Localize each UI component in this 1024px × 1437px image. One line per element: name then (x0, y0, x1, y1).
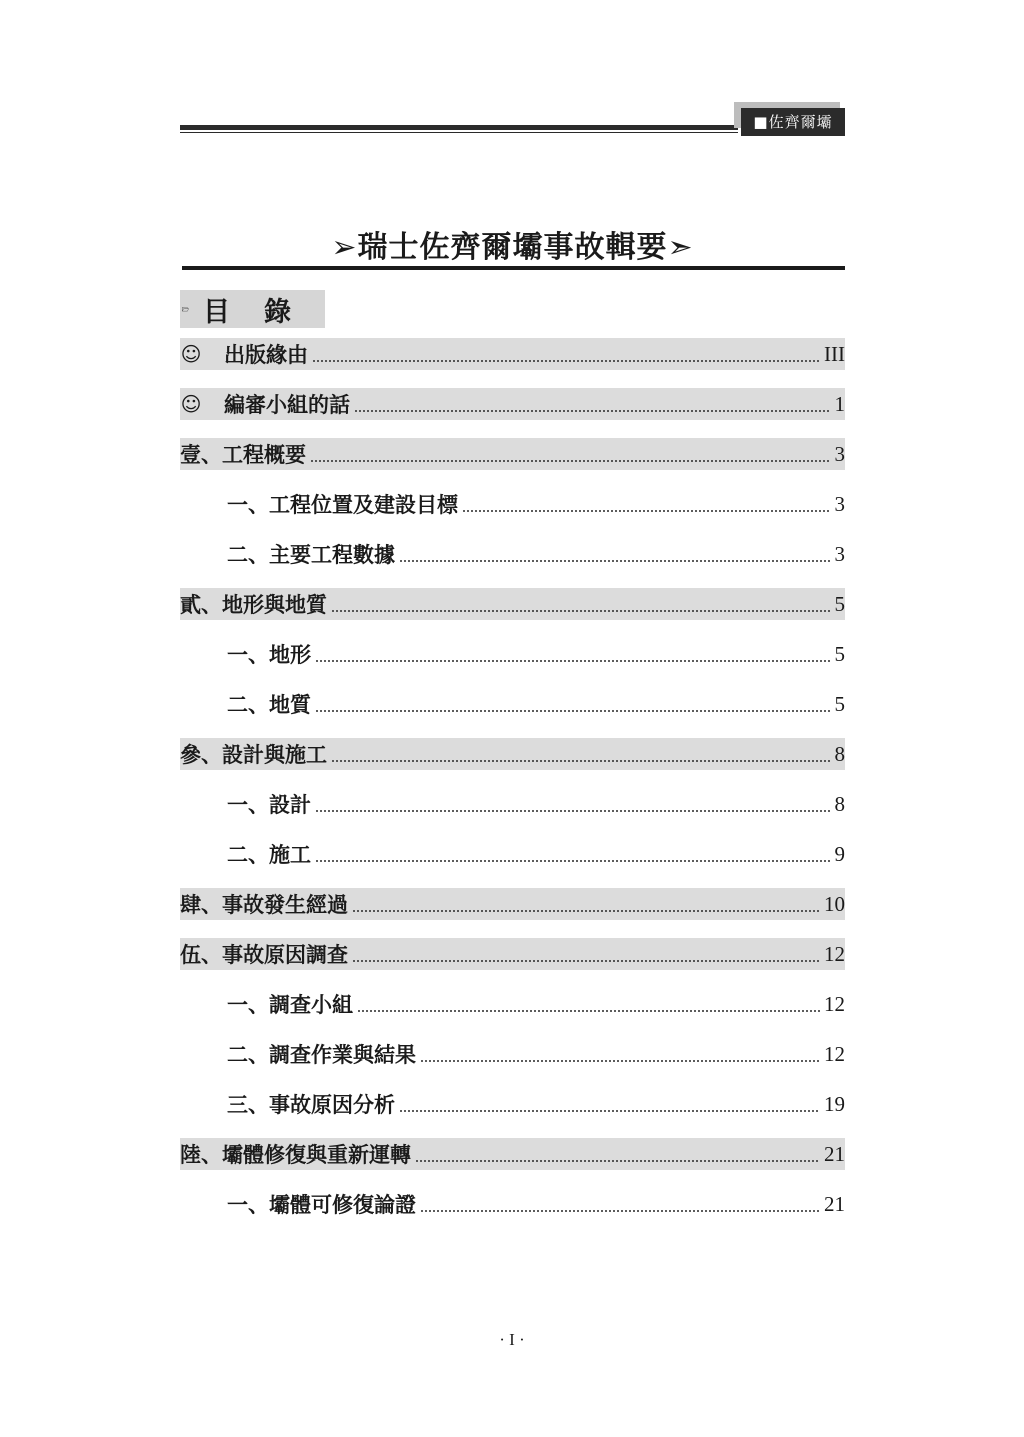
dot-leader (462, 510, 831, 512)
contents-heading-label: 目錄 (203, 296, 325, 328)
smiley-icon: ☺ (180, 342, 202, 366)
dot-leader (420, 1060, 820, 1062)
toc-entry-label: 一、設計 (227, 793, 311, 817)
dot-leader (399, 560, 831, 562)
toc-entry-page: 5 (834, 641, 845, 666)
toc-entry-label: 三、事故原因分析 (227, 1093, 395, 1117)
dot-leader (310, 460, 831, 462)
toc-entry-label: 編審小組的話 (224, 393, 350, 417)
title-right-arrow-icon: ➣ (667, 230, 694, 265)
contents-heading (180, 290, 325, 328)
toc-entry-label: 二、主要工程數據 (227, 543, 395, 567)
toc-chapter[interactable] (180, 938, 845, 970)
toc-entry-page: 10 (824, 891, 845, 916)
toc-entry-label: 一、調查小組 (227, 993, 353, 1017)
toc-entry-label: 貳、地形與地質 (180, 593, 327, 617)
dot-leader (352, 960, 820, 962)
folder-icon (182, 296, 189, 322)
toc-entry-label: 肆、事故發生經過 (180, 893, 348, 917)
toc-chapter[interactable] (180, 888, 845, 920)
toc-entry-page: 3 (834, 541, 845, 566)
dot-leader (331, 610, 831, 612)
dot-leader (315, 810, 831, 812)
toc-section[interactable] (180, 988, 845, 1020)
title-underline (182, 266, 845, 270)
page-number: · I · (499, 1330, 525, 1349)
toc-section[interactable] (180, 1188, 845, 1220)
toc-entry-label: 參、設計與施工 (180, 743, 327, 767)
page-title (180, 228, 845, 268)
toc-section[interactable] (180, 1038, 845, 1070)
toc-section[interactable] (180, 1088, 845, 1120)
toc-section[interactable] (180, 688, 845, 720)
toc-entry-page: 3 (834, 441, 845, 466)
toc-entry-label: 二、施工 (227, 843, 311, 867)
toc-entry-label: 一、壩體可修復論證 (227, 1193, 416, 1217)
dot-leader (352, 910, 820, 912)
dot-leader (312, 360, 820, 362)
toc-entry-page: 21 (824, 1141, 845, 1166)
toc-entry-label: 二、地質 (227, 693, 311, 717)
title-left-arrow-icon: ➢ (331, 230, 358, 265)
toc-entry-page: 5 (834, 691, 845, 716)
toc-entry-label: 伍、事故原因調查 (180, 943, 348, 967)
toc-entry-page: 5 (834, 591, 845, 616)
toc-entry-label: 一、工程位置及建設目標 (227, 493, 458, 517)
header-rule-thin (180, 132, 738, 133)
toc-entry[interactable] (180, 338, 845, 370)
dot-leader (354, 410, 831, 412)
dot-leader (399, 1110, 820, 1112)
smiley-icon: ☺ (180, 392, 202, 416)
toc-entry-label: 壹、工程概要 (180, 443, 306, 467)
dot-leader (331, 760, 831, 762)
toc-section[interactable] (180, 838, 845, 870)
title-text: 瑞士佐齊爾壩事故輯要 (357, 230, 668, 265)
toc-entry-label: 二、調查作業與結果 (227, 1043, 416, 1067)
toc-entry-page: 8 (834, 791, 845, 816)
dot-leader (315, 710, 831, 712)
toc-entry-page: 12 (824, 941, 845, 966)
dot-leader (415, 1160, 820, 1162)
toc-entry-page: III (824, 341, 845, 366)
toc-entry-label: 一、地形 (227, 643, 311, 667)
dot-leader (315, 660, 831, 662)
toc-chapter[interactable] (180, 738, 845, 770)
toc-entry-page: 12 (824, 991, 845, 1016)
toc-entry-page: 12 (824, 1041, 845, 1066)
dot-leader (420, 1210, 820, 1212)
toc-entry-page: 3 (834, 491, 845, 516)
toc-section[interactable] (180, 788, 845, 820)
toc-chapter[interactable] (180, 588, 845, 620)
toc-entry-page: 9 (834, 841, 845, 866)
toc-entry-page: 8 (834, 741, 845, 766)
toc-entry-page: 21 (824, 1191, 845, 1216)
toc-entry-page: 1 (834, 391, 845, 416)
toc-entry-label: 出版緣由 (224, 343, 308, 367)
dot-leader (357, 1010, 820, 1012)
header-rule (180, 125, 738, 130)
dot-leader (315, 860, 831, 862)
toc-section[interactable] (180, 538, 845, 570)
toc-chapter[interactable] (180, 438, 845, 470)
toc-entry[interactable] (180, 388, 845, 420)
toc-section[interactable] (180, 638, 845, 670)
toc-entry-label: 陸、壩體修復與重新運轉 (180, 1143, 411, 1167)
toc-chapter[interactable] (180, 1138, 845, 1170)
toc-section[interactable] (180, 488, 845, 520)
header-tab: ■佐齊爾壩 (741, 108, 845, 136)
toc-entry-page: 19 (824, 1091, 845, 1116)
